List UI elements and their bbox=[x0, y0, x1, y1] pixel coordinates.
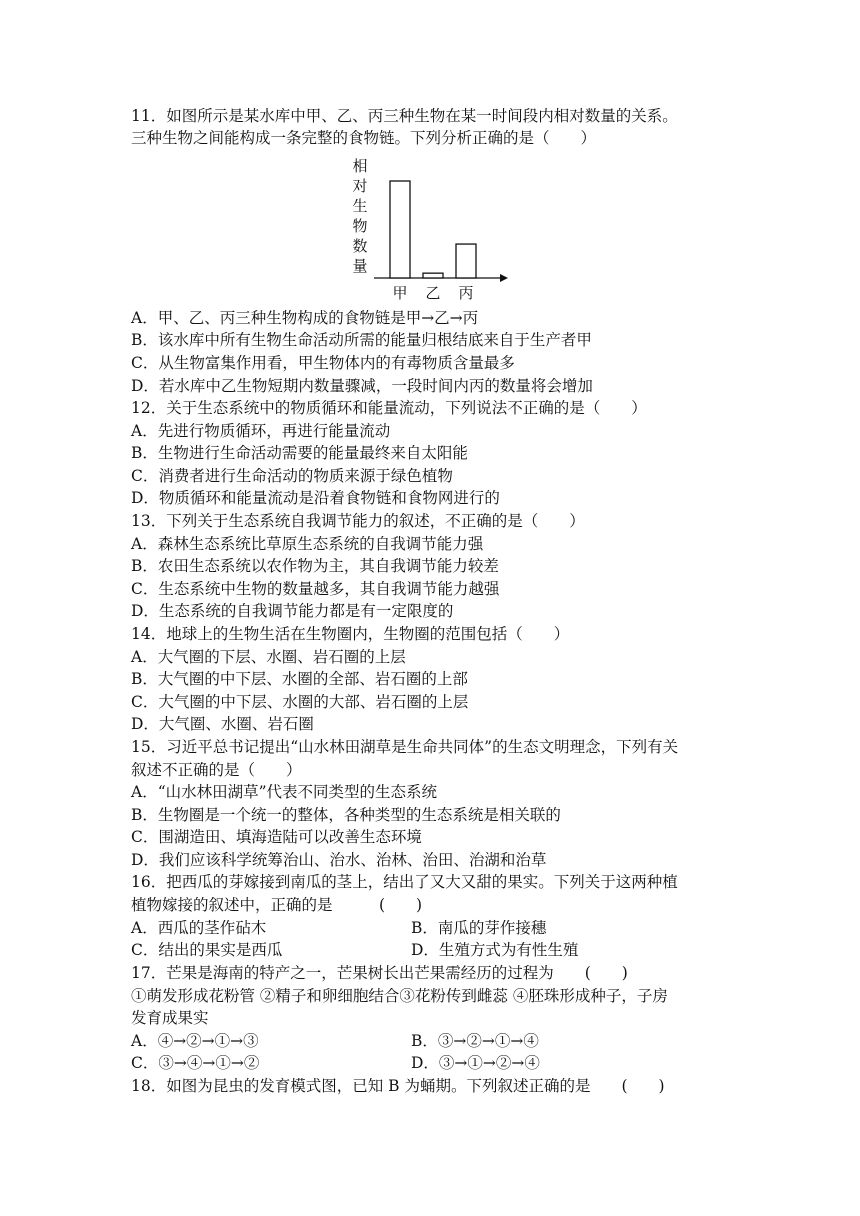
bar-乙 bbox=[423, 273, 443, 278]
q15-option-c: C．围湖造田、填海造陆可以改善生态环境 bbox=[131, 828, 422, 846]
q17-steps-line1: ①萌发形成花粉管 ②精子和卵细胞结合③花粉传到雌蕊 ④胚珠形成种子，子房 bbox=[131, 987, 668, 1005]
q11-option-a: A．甲、乙、丙三种生物构成的食物链是甲→乙→丙 bbox=[131, 309, 479, 327]
x-tick-label: 丙 bbox=[458, 284, 474, 302]
q16-option-b: B．南瓜的芽作接穗 bbox=[411, 919, 547, 937]
q13-option-c: C．生态系统中生物的数量越多，其自我调节能力越强 bbox=[131, 580, 500, 598]
q17-option-d: D．③→①→②→④ bbox=[411, 1054, 540, 1072]
y-label-char: 相 bbox=[352, 157, 368, 175]
q13-option-b: B．农田生态系统以农作物为主，其自我调节能力较差 bbox=[131, 557, 499, 575]
q16-stem-line1: 16．把西瓜的芽嫁接到南瓜的茎上，结出了又大又甜的果实。下列关于这两种植 bbox=[131, 873, 678, 891]
y-label-char: 量 bbox=[352, 257, 368, 275]
q15-stem-line1: 15．习近平总书记提出“山水林田湖草是生命共同体”的生态文明理念，下列有关 bbox=[131, 738, 679, 756]
q15-stem-line2: 叙述不正确的是（ ） bbox=[131, 761, 302, 779]
bar-丙 bbox=[456, 244, 476, 278]
chart-svg bbox=[350, 153, 510, 303]
q13-option-a: A．森林生态系统比草原生态系统的自我调节能力强 bbox=[131, 535, 484, 553]
q18-stem: 18．如图为昆虫的发育模式图，已知 B 为蛹期。下列叙述正确的是 ( ) bbox=[131, 1077, 665, 1095]
y-axis-label bbox=[352, 157, 367, 275]
q15-option-b: B．生物圈是一个统一的整体，各种类型的生态系统是相关联的 bbox=[131, 806, 561, 824]
q17-option-c: C．③→④→①→② bbox=[131, 1054, 260, 1072]
q16-stem-line2: 植物嫁接的叙述中，正确的是 ( ) bbox=[131, 896, 423, 914]
q11-option-b: B．该水库中所有生物生命活动所需的能量归根结底来自于生产者甲 bbox=[131, 331, 592, 349]
q11-stem-line1: 11．如图所示是某水库中甲、乙、丙三种生物在某一时间段内相对数量的关系。 bbox=[131, 107, 678, 125]
q15-option-d: D．我们应该科学统筹治山、治水、治林、治田、治湖和治草 bbox=[131, 851, 547, 869]
y-label-char: 生 bbox=[352, 197, 368, 215]
q14-stem: 14．地球上的生物生活在生物圈内，生物圈的范围包括（ ） bbox=[131, 625, 570, 643]
q12-option-d: D．物质循环和能量流动是沿着食物链和食物网进行的 bbox=[131, 489, 500, 507]
x-tick-label: 乙 bbox=[425, 284, 441, 302]
y-label-char: 对 bbox=[352, 177, 368, 195]
q16-option-row2 bbox=[131, 939, 579, 961]
y-label-char: 数 bbox=[352, 237, 368, 255]
q17-steps-line2: 发育成果实 bbox=[131, 1009, 209, 1027]
q17-option-a: A．④→②→①→③ bbox=[131, 1032, 259, 1050]
q14-option-d: D．大气圈、水圈、岩石圈 bbox=[131, 715, 314, 733]
q11-option-c: C．从生物富集作用看，甲生物体内的有毒物质含量最多 bbox=[131, 354, 515, 372]
q12-option-b: B．生物进行生命活动需要的能量最终来自太阳能 bbox=[131, 444, 468, 462]
q14-option-c: C．大气圈的中下层、水圈的大部、岩石圈的上层 bbox=[131, 693, 469, 711]
q12-stem: 12．关于生态系统中的物质循环和能量流动，下列说法不正确的是（ ） bbox=[131, 399, 647, 417]
y-label-char: 物 bbox=[352, 217, 368, 235]
x-axis-arrow bbox=[500, 274, 508, 282]
q16-option-a: A．西瓜的茎作砧木 bbox=[131, 919, 267, 937]
q14-option-b: B．大气圈的中下层、水圈的全部、岩石圈的上部 bbox=[131, 670, 468, 688]
q16-option-d: D．生殖方式为有性生殖 bbox=[411, 941, 579, 959]
q17-option-b: B．③→②→①→④ bbox=[411, 1032, 539, 1050]
q14-option-a: A．大气圈的下层、水圈、岩石圈的上层 bbox=[131, 648, 406, 666]
q17-stem: 17．芒果是海南的特产之一，芒果树长出芒果需经历的过程为 ( ) bbox=[131, 964, 628, 982]
q12-option-a: A．先进行物质循环，再进行能量流动 bbox=[131, 422, 391, 440]
relative-quantity-chart bbox=[350, 153, 510, 303]
q17-option-row1 bbox=[131, 1030, 539, 1052]
q11-stem-line2: 三种生物之间能构成一条完整的食物链。下列分析正确的是（ ） bbox=[131, 129, 597, 147]
q16-option-c: C．结出的果实是西瓜 bbox=[131, 941, 283, 959]
q11-option-d: D．若水库中乙生物短期内数量骤减，一段时间内丙的数量将会增加 bbox=[131, 377, 593, 395]
q13-option-d: D．生态系统的自我调节能力都是有一定限度的 bbox=[131, 602, 454, 620]
q17-option-row2 bbox=[131, 1052, 540, 1074]
bar-甲 bbox=[390, 181, 410, 278]
q13-stem: 13．下列关于生态系统自我调节能力的叙述，不正确的是（ ） bbox=[131, 512, 585, 530]
x-tick-label: 甲 bbox=[392, 284, 408, 302]
q12-option-c: C．消费者进行生命活动的物质来源于绿色植物 bbox=[131, 467, 453, 485]
q16-option-row1 bbox=[131, 917, 547, 939]
q15-option-a: A．“山水林田湖草”代表不同类型的生态系统 bbox=[131, 783, 438, 801]
